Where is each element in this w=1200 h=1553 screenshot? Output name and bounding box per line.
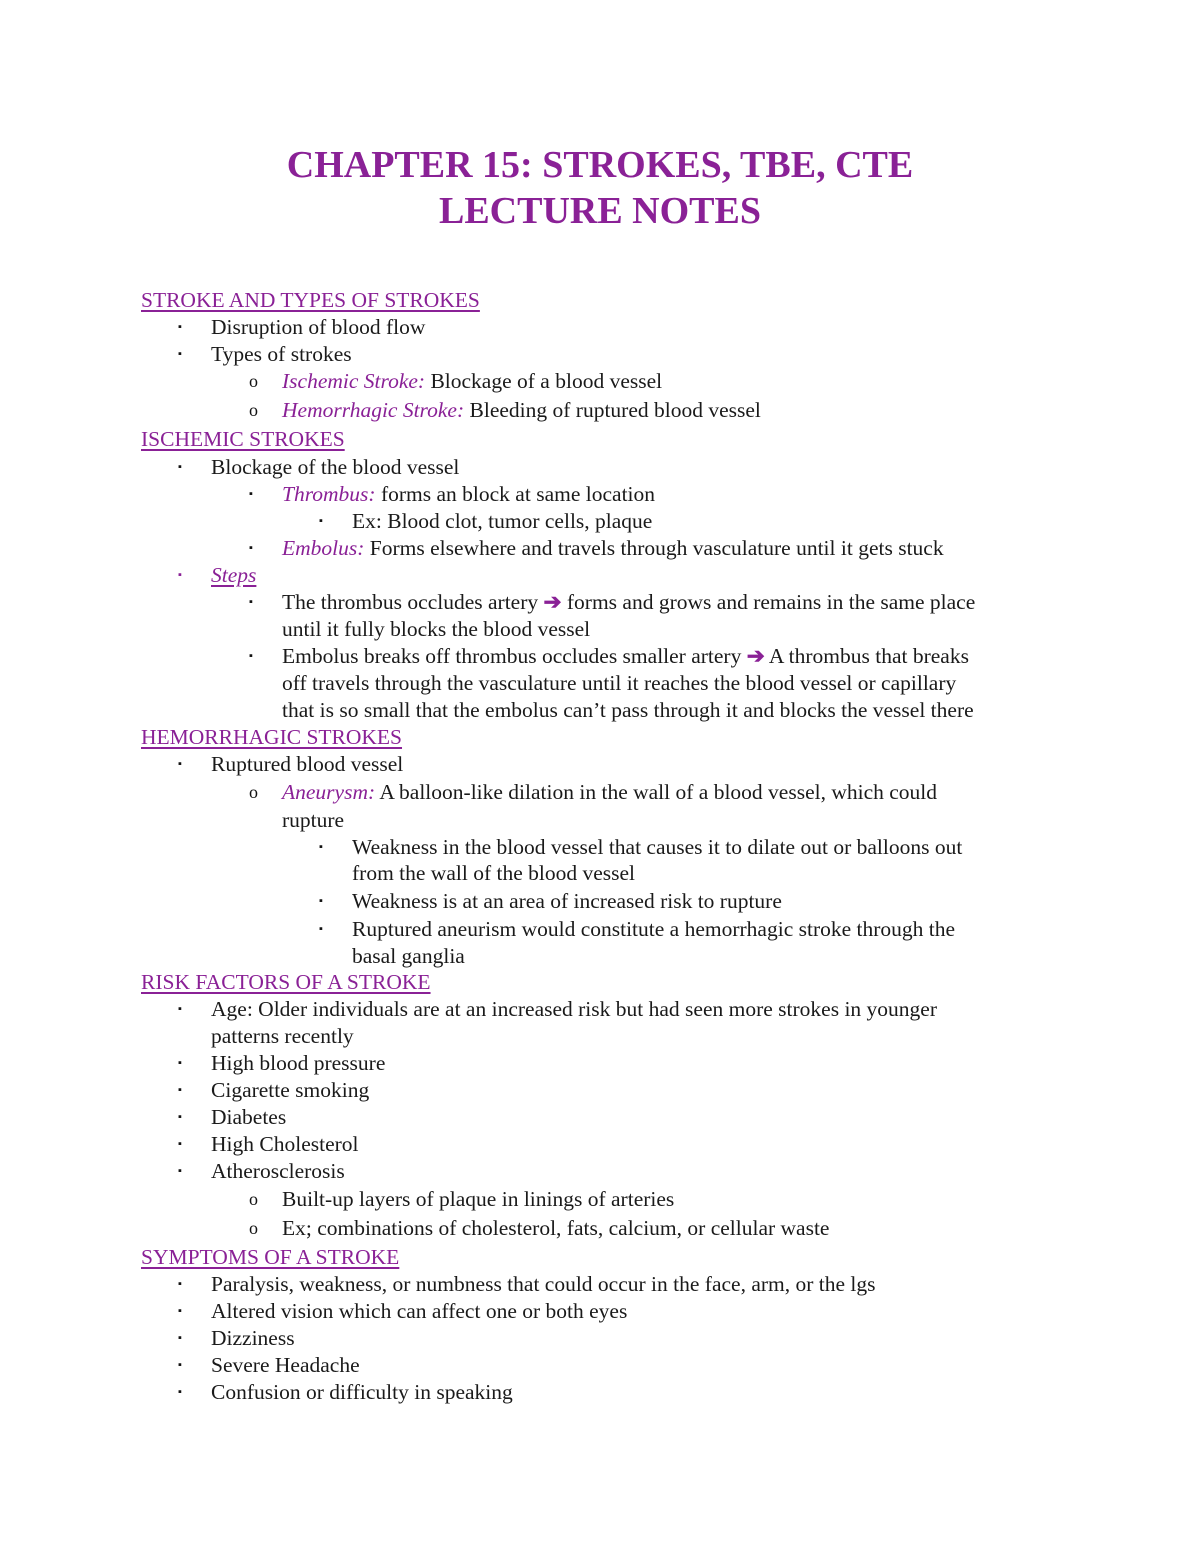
- square-bullet-icon: ▪: [178, 1003, 182, 1015]
- arrow-right-icon: ➔: [746, 644, 765, 668]
- list-item: Disruption of blood flow: [211, 315, 426, 339]
- step-text: The thrombus occludes artery: [282, 590, 544, 614]
- definition-text: A balloon-like dilation in the wall of a blood vessel, which could: [375, 780, 938, 804]
- list-item: Age: Older individuals are at an increased risk but had seen more strokes in younger: [211, 997, 938, 1021]
- step-text: Embolus breaks off thrombus occludes smaller artery: [282, 644, 747, 668]
- square-bullet-icon: ▪: [178, 1359, 182, 1371]
- section-heading-hemorrhagic: HEMORRHAGIC STROKES: [141, 725, 403, 749]
- section-heading-symptoms: SYMPTOMS OF A STROKE: [141, 1245, 400, 1269]
- circle-bullet-icon: o: [249, 782, 258, 802]
- list-item: High blood pressure: [211, 1051, 386, 1075]
- square-bullet-icon: ▪: [249, 650, 253, 662]
- square-bullet-icon: ▪: [178, 758, 182, 770]
- definition-text: Bleeding of ruptured blood vessel: [464, 398, 761, 422]
- circle-bullet-icon: o: [249, 1218, 258, 1238]
- list-item: [282, 589, 975, 616]
- list-item-continuation: from the wall of the blood vessel: [352, 861, 636, 885]
- page-title-line-1: CHAPTER 15: STROKES, TBE, CTE: [286, 144, 914, 186]
- circle-bullet-icon: o: [249, 400, 258, 420]
- square-bullet-icon: ▪: [178, 569, 182, 581]
- list-item: Altered vision which can affect one or both eyes: [211, 1299, 628, 1323]
- definition-text: Forms elsewhere and travels through vasculature until it gets stuck: [364, 536, 944, 560]
- square-bullet-icon: ▪: [178, 461, 182, 473]
- definition-text: forms an block at same location: [375, 482, 656, 506]
- section-heading-ischemic: ISCHEMIC STROKES: [141, 427, 345, 451]
- step-text: forms and grows and remains in the same place: [561, 590, 976, 614]
- page-title-line-2: LECTURE NOTES: [438, 190, 762, 232]
- circle-bullet-icon: o: [249, 371, 258, 391]
- list-item: Ruptured blood vessel: [211, 752, 404, 776]
- term-thrombus: Thrombus:: [282, 482, 376, 506]
- square-bullet-icon: ▪: [178, 321, 182, 333]
- list-item: Cigarette smoking: [211, 1078, 370, 1102]
- list-item-continuation: rupture: [282, 808, 345, 832]
- list-item: [282, 368, 662, 395]
- square-bullet-icon: ▪: [178, 1138, 182, 1150]
- term-embolus: Embolus:: [282, 536, 365, 560]
- list-item: Paralysis, weakness, or numbness that could occur in the face, arm, or the lgs: [211, 1272, 876, 1296]
- circle-bullet-icon: o: [249, 1189, 258, 1209]
- list-item: [282, 779, 937, 806]
- section-heading-stroke-types: STROKE AND TYPES OF STROKES: [141, 288, 480, 312]
- list-item: Blockage of the blood vessel: [211, 455, 460, 479]
- list-item: Severe Headache: [211, 1353, 360, 1377]
- list-item-continuation: patterns recently: [211, 1024, 354, 1048]
- term-aneurysm: Aneurysm:: [282, 780, 376, 804]
- square-bullet-icon: ▪: [249, 488, 253, 500]
- list-item: Ex: Blood clot, tumor cells, plaque: [352, 509, 653, 533]
- square-bullet-icon: ▪: [178, 1386, 182, 1398]
- square-bullet-icon: ▪: [178, 1332, 182, 1344]
- list-item: Diabetes: [211, 1105, 287, 1129]
- square-bullet-icon: ▪: [319, 515, 323, 527]
- square-bullet-icon: ▪: [319, 895, 323, 907]
- list-item: [282, 643, 969, 670]
- square-bullet-icon: ▪: [178, 1057, 182, 1069]
- section-heading-risk-factors: RISK FACTORS OF A STROKE: [141, 970, 431, 994]
- list-item: Built-up layers of plaque in linings of arteries: [282, 1187, 675, 1211]
- square-bullet-icon: ▪: [178, 1084, 182, 1096]
- arrow-right-icon: ➔: [543, 590, 562, 614]
- list-item: Ex; combinations of cholesterol, fats, calcium, or cellular waste: [282, 1216, 830, 1240]
- list-item-continuation: off travels through the vasculature until it reaches the blood vessel or capillary: [282, 671, 957, 695]
- term-ischemic-stroke: Ischemic Stroke:: [282, 369, 426, 393]
- list-item: Atherosclerosis: [211, 1159, 345, 1183]
- list-item: [282, 397, 761, 424]
- list-item: Types of strokes: [211, 342, 352, 366]
- list-item: [282, 481, 655, 508]
- square-bullet-icon: ▪: [319, 841, 323, 853]
- square-bullet-icon: ▪: [178, 348, 182, 360]
- list-item: Ruptured aneurism would constitute a hemorrhagic stroke through the: [352, 917, 956, 941]
- list-item: High Cholesterol: [211, 1132, 359, 1156]
- square-bullet-icon: ▪: [178, 1278, 182, 1290]
- square-bullet-icon: ▪: [178, 1165, 182, 1177]
- definition-text: Blockage of a blood vessel: [425, 369, 663, 393]
- list-item: Weakness in the blood vessel that causes it to dilate out or balloons out: [352, 835, 963, 859]
- list-item: [282, 535, 944, 562]
- list-item: Dizziness: [211, 1326, 295, 1350]
- list-item-continuation: basal ganglia: [352, 944, 465, 968]
- list-item: Weakness is at an area of increased risk to rupture: [352, 889, 782, 913]
- list-item: Confusion or difficulty in speaking: [211, 1380, 513, 1404]
- steps-label: Steps: [211, 563, 257, 587]
- square-bullet-icon: ▪: [319, 923, 323, 935]
- step-text: A thrombus that breaks: [764, 644, 969, 668]
- term-hemorrhagic-stroke: Hemorrhagic Stroke:: [282, 398, 465, 422]
- list-item-continuation: until it fully blocks the blood vessel: [282, 617, 591, 641]
- list-item-continuation: that is so small that the embolus can’t pass through it and blocks the vessel there: [282, 698, 974, 722]
- square-bullet-icon: ▪: [178, 1305, 182, 1317]
- square-bullet-icon: ▪: [249, 542, 253, 554]
- square-bullet-icon: ▪: [249, 596, 253, 608]
- square-bullet-icon: ▪: [178, 1111, 182, 1123]
